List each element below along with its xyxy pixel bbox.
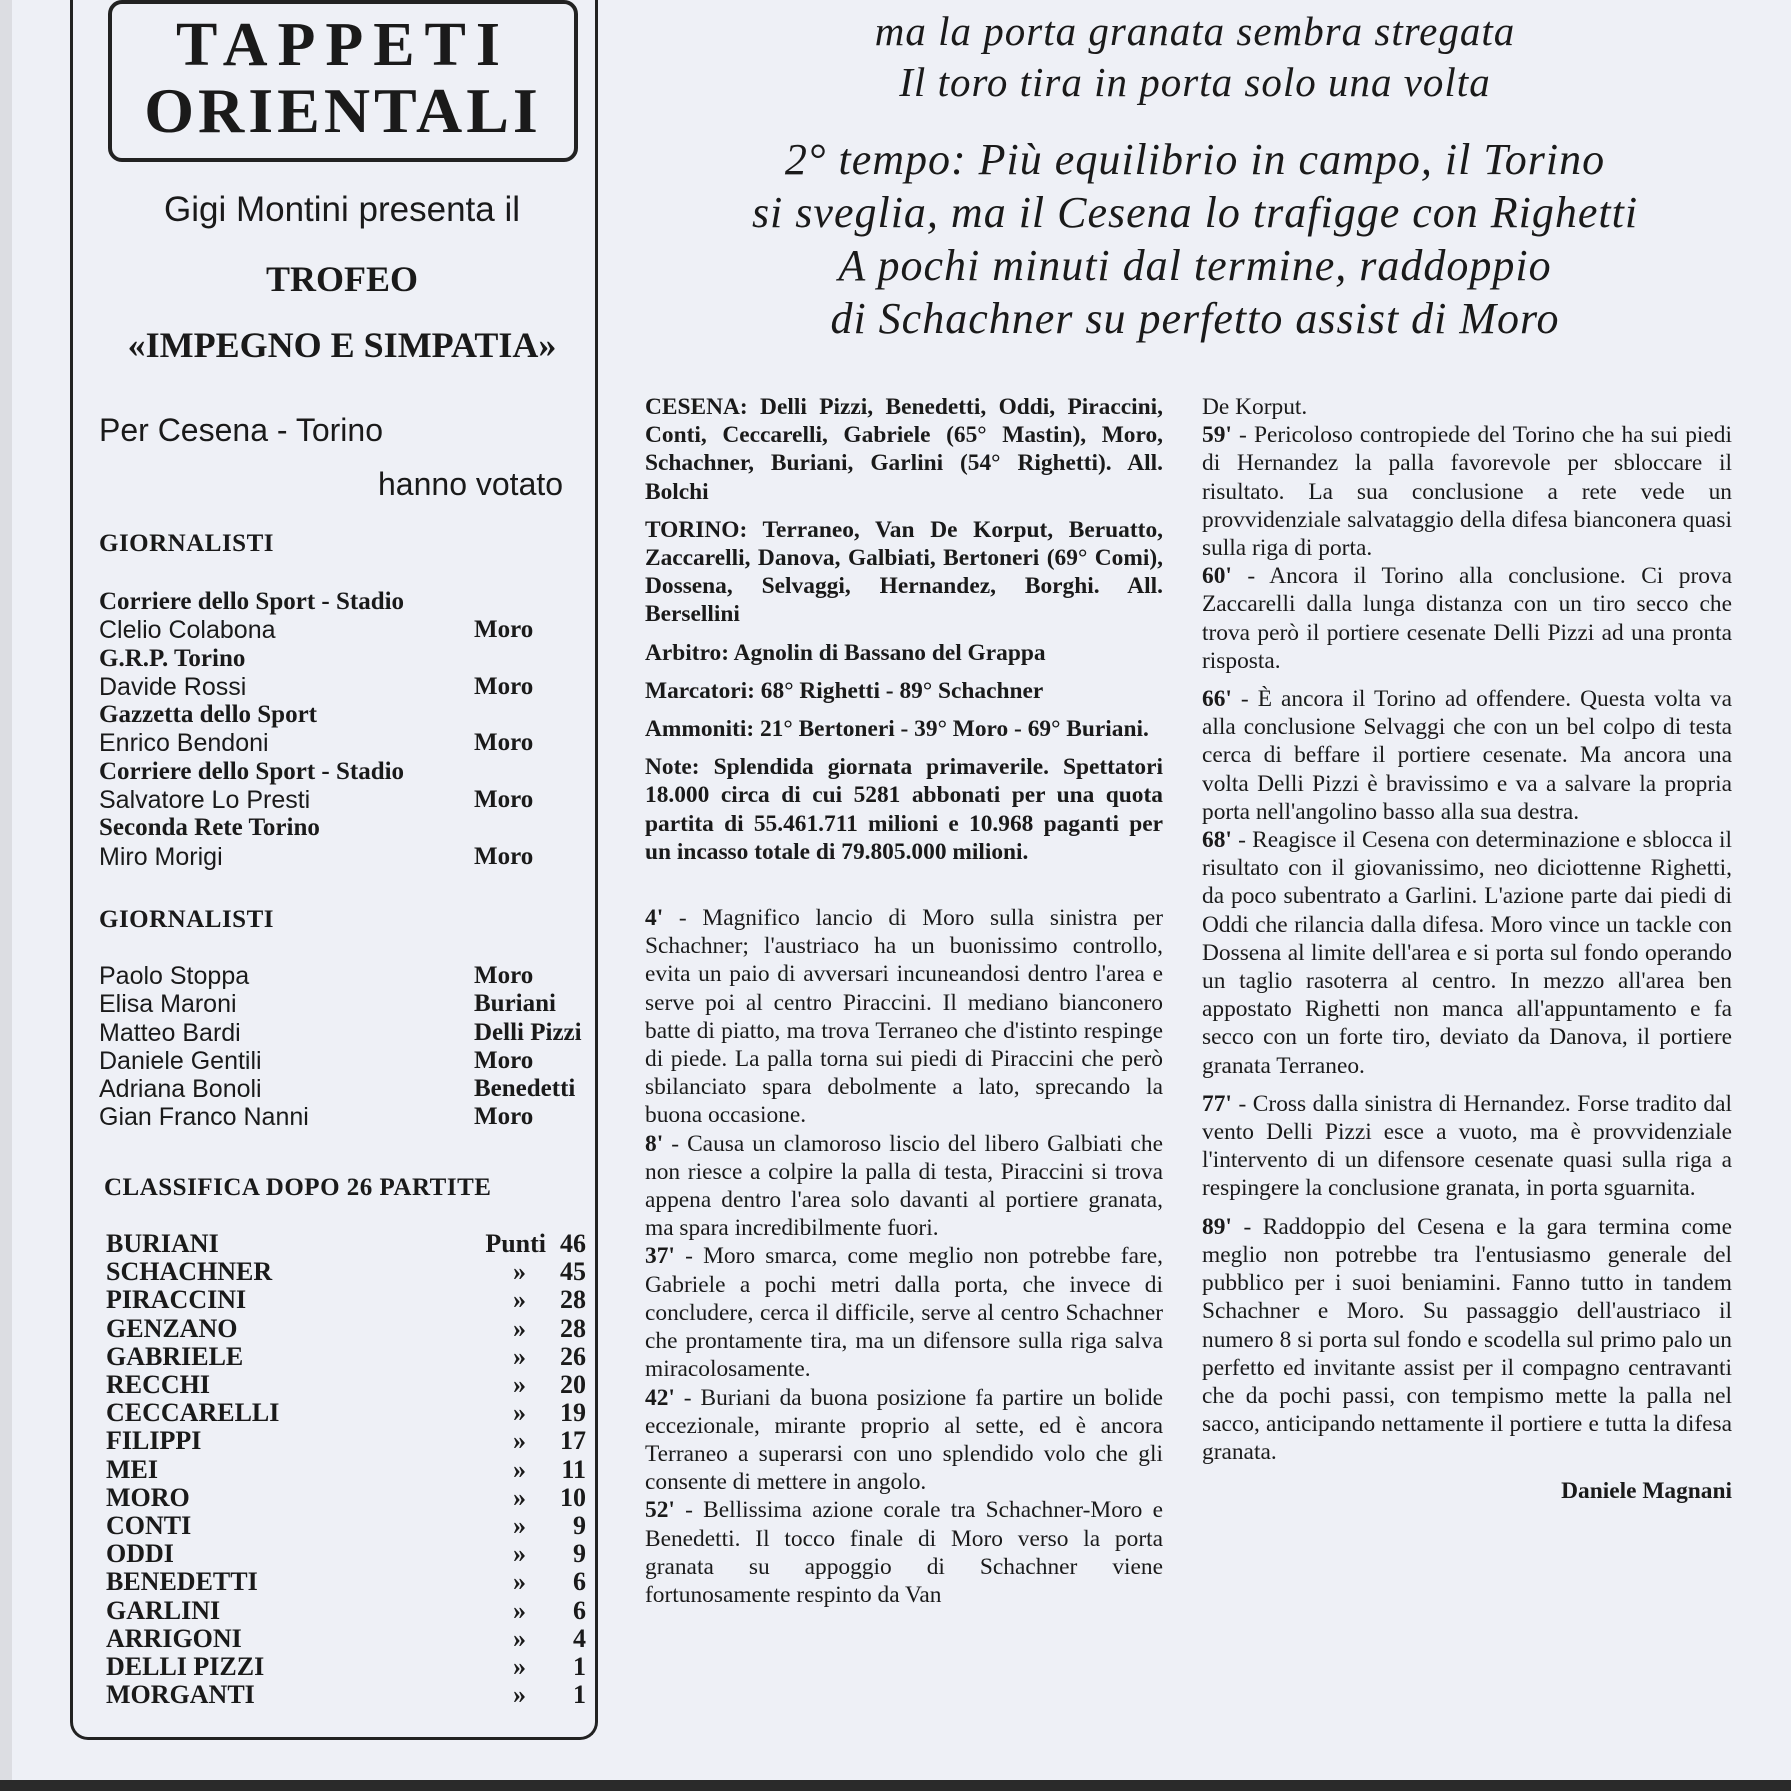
- trophy-title: TROFEO: [265, 259, 418, 299]
- event-entry: [1202, 826, 1732, 1080]
- player-name: CONTI: [106, 1511, 192, 1541]
- referee: Arbitro: Agnolin di Bassano del Grappa: [645, 639, 1046, 666]
- standings-table: [106, 1230, 586, 1709]
- vote-list-1: [99, 588, 599, 871]
- event-minute: 59': [1202, 422, 1232, 449]
- ditto-mark: »: [513, 1595, 526, 1625]
- standings-row: [106, 1343, 586, 1371]
- standings-row: [106, 1653, 586, 1681]
- vote-outlet: G.R.P. Torino: [99, 644, 246, 672]
- journalist-name: Clelio Colabona: [99, 616, 276, 645]
- ditto-mark: »: [513, 1313, 526, 1343]
- player-points: 9: [573, 1511, 586, 1541]
- player-points: 6: [573, 1567, 586, 1597]
- journalist-name: Gian Franco Nanni: [99, 1103, 309, 1132]
- vote-row: [99, 673, 599, 701]
- vote-list-2: [99, 962, 599, 1132]
- event-minute: 42': [645, 1384, 675, 1411]
- standings-row: [106, 1456, 586, 1484]
- event-entry: [645, 1242, 1163, 1383]
- player-name: GABRIELE: [106, 1341, 244, 1371]
- player-points: 46: [560, 1229, 586, 1258]
- vote-row: [99, 1019, 599, 1047]
- player-points: 11: [561, 1454, 586, 1484]
- headline-top: ma la porta granata sembra stregata Il toro tira in porta solo una volta: [874, 8, 1516, 105]
- standings-row: [106, 1540, 586, 1568]
- standings-title: CLASSIFICA DOPO 26 PARTITE: [104, 1174, 492, 1201]
- vote-row: [99, 1103, 599, 1131]
- vote-player: Moro: [474, 842, 534, 870]
- page-bottom-edge: [0, 1780, 1791, 1791]
- scorers: Marcatori: 68° Righetti - 89° Schachner: [645, 677, 1044, 704]
- match-label: Per Cesena - Torino: [99, 412, 383, 448]
- event-text: - Pericoloso contropiede del Torino che ha sui piedi di Hernandez la palla favorevole per sbloccare il risultato. La sua conclusione a rete vede un provvidenziale salvataggio della difesa bianconera quasi sulla riga di porta.: [1202, 422, 1732, 562]
- ditto-mark: »: [513, 1398, 526, 1428]
- event-entry: [645, 1130, 1163, 1243]
- event-entry: [1202, 685, 1732, 826]
- standings-row: [106, 1484, 586, 1512]
- standings-row: [106, 1597, 586, 1625]
- player-name: GARLINI: [106, 1595, 221, 1625]
- player-name: MORO: [106, 1482, 190, 1512]
- standings-row: [106, 1258, 586, 1286]
- player-points: 1: [573, 1652, 586, 1682]
- player-name: BENEDETTI: [106, 1567, 258, 1597]
- player-name: MORGANTI: [106, 1680, 255, 1710]
- article-column-middle: [645, 393, 1163, 1609]
- journalist-name: Matteo Bardi: [99, 1018, 241, 1047]
- events-list-right: [1202, 421, 1732, 1466]
- lineup-cesena: CESENA: Delli Pizzi, Benedetti, Oddi, Piraccini, Conti, Ceccarelli, Gabriele (65° Mastin), Moro, Schachner, Buriani, Garlini (54° Righetti). All. Bolchi: [645, 394, 1163, 505]
- vote-row: [99, 990, 599, 1018]
- event-entry: [1202, 562, 1732, 675]
- headline-second-half: 2° tempo: Più equilibrio in campo, il Torino si sveglia, ma il Cesena lo trafigge con Righetti A pochi minuti dal termine, raddoppio di Schachner su perfetto assist di Moro: [751, 135, 1639, 343]
- standings-row: [106, 1371, 586, 1399]
- vote-player: Buriani: [474, 990, 556, 1018]
- player-points: 28: [560, 1285, 586, 1315]
- ditto-mark: »: [513, 1285, 526, 1315]
- presenter-line: Gigi Montini presenta il: [164, 190, 520, 229]
- section-title-journalists-2: GIORNALISTI: [99, 906, 274, 933]
- player-name: BURIANI: [106, 1229, 219, 1258]
- vote-player: Moro: [474, 1103, 534, 1131]
- event-minute: 77': [1202, 1090, 1232, 1117]
- vote-player: Moro: [474, 729, 534, 757]
- player-name: ARRIGONI: [106, 1623, 242, 1653]
- event-text: - Bellissima azione corale tra Schachner-Moro e Benedetti. Il tocco finale di Moro verso la porta granata su appoggio di Schachner viene fortunosamente respinto da Van: [645, 1497, 1163, 1608]
- player-points: 45: [560, 1257, 586, 1287]
- journalist-name: Miro Morigi: [99, 842, 223, 871]
- continued-text: De Korput.: [1202, 394, 1308, 420]
- event-text: - Moro smarca, come meglio non potrebbe fare, Gabriele a pochi metri dalla porta, che invece di concludere, cerca il difficile, serve al centro Schachner che prontamente tira, ma un difensore sulla riga salva miracolosamente.: [645, 1243, 1163, 1383]
- standings-row: [106, 1427, 586, 1455]
- trophy-name: «IMPEGNO E SIMPATIA»: [127, 325, 557, 365]
- player-points: 6: [573, 1595, 586, 1625]
- player-points: 4: [573, 1623, 586, 1653]
- vote-row: [99, 786, 599, 814]
- player-name: SCHACHNER: [106, 1257, 273, 1287]
- event-minute: 68': [1202, 827, 1232, 854]
- ditto-mark: »: [513, 1623, 526, 1653]
- journalist-name: Elisa Maroni: [99, 990, 237, 1019]
- journalist-name: Davide Rossi: [99, 672, 247, 701]
- player-name: CECCARELLI: [106, 1398, 280, 1428]
- vote-row: [99, 1047, 599, 1075]
- ditto-mark: »: [513, 1257, 526, 1287]
- voted-label: hanno votato: [378, 466, 564, 502]
- player-name: ODDI: [106, 1539, 174, 1569]
- author-byline: Daniele Magnani: [1561, 1477, 1732, 1504]
- player-name: GENZANO: [106, 1313, 238, 1343]
- ditto-mark: »: [513, 1454, 526, 1484]
- event-text: - Buriani da buona posizione fa partire un bolide eccezionale, mirante proprio al sette, ed è ancora Terraneo a superarsi con uno splendido volo che gli consente di mettere in angolo.: [645, 1384, 1163, 1496]
- section-title-journalists-1: GIORNALISTI: [99, 530, 274, 557]
- vote-row: [99, 843, 599, 871]
- player-points: 20: [560, 1370, 586, 1400]
- player-points: 26: [560, 1341, 586, 1371]
- vote-outlet: Corriere dello Sport - Stadio: [99, 588, 405, 615]
- player-points: 1: [573, 1680, 586, 1710]
- vote-outlet: Seconda Rete Torino: [99, 814, 320, 842]
- vote-row: [99, 962, 599, 990]
- standings-row: [106, 1315, 586, 1343]
- lineup-torino: TORINO: Terraneo, Van De Korput, Beruatto, Zaccarelli, Danova, Galbiati, Bertoneri (69° Comi), Dossena, Selvaggi, Hernandez, Borghi. All. Bersellini: [645, 516, 1163, 628]
- ditto-mark: »: [513, 1370, 526, 1400]
- vote-player: Moro: [474, 1046, 534, 1074]
- event-entry: [1202, 1090, 1732, 1203]
- event-entry: [1202, 421, 1732, 562]
- ditto-mark: »: [513, 1511, 526, 1541]
- vote-outlet: Gazzetta dello Sport: [99, 701, 318, 729]
- player-name: FILIPPI: [106, 1426, 202, 1456]
- event-minute: 60': [1202, 563, 1232, 590]
- article-column-right: [1202, 393, 1732, 1505]
- journalist-name: Enrico Bendoni: [99, 729, 269, 758]
- player-points: 28: [560, 1313, 586, 1343]
- event-entry: [645, 1496, 1163, 1609]
- vote-player: Moro: [474, 672, 534, 700]
- player-points: 10: [560, 1482, 586, 1512]
- advertiser-logo: TAPPETI ORIENTALI: [108, 0, 578, 162]
- event-text: - Raddoppio del Cesena e la gara termina come meglio non potrebbe tra l'entusiasmo generale del pubblico per i suoi beniamini. Fanno tutto in tandem Schachner e Moro. Su passaggio dell'austriaco il numero 8 si porta sul fondo e scodella sul primo palo un perfetto ed invitante assist per il compagno centravanti che da pochi passi, con tempismo mette la palla nel sacco, anticipando nettamente il portiere e tutta la difesa granata.: [1202, 1213, 1732, 1466]
- standings-row: [106, 1625, 586, 1653]
- journalist-name: Daniele Gentili: [99, 1046, 262, 1075]
- player-points: 19: [560, 1398, 586, 1428]
- player-name: DELLI PIZZI: [106, 1652, 265, 1682]
- vote-row: [99, 1075, 599, 1103]
- ditto-mark: »: [513, 1426, 526, 1456]
- event-minute: 8': [645, 1130, 664, 1157]
- standings-row: [106, 1568, 586, 1596]
- match-notes: Note: Splendida giornata primaverile. Spettatori 18.000 circa di cui 5281 abbonati per una quota partita di 55.461.711 milioni e 10.968 paganti per un incasso totale di 79.805.000 milioni.: [645, 754, 1163, 865]
- player-points: 9: [573, 1539, 586, 1569]
- standings-row: [106, 1512, 586, 1540]
- vote-row: [99, 616, 599, 644]
- ditto-mark: »: [513, 1567, 526, 1597]
- points-unit: Punti: [485, 1229, 546, 1258]
- player-name: RECCHI: [106, 1370, 211, 1400]
- journalist-name: Adriana Bonoli: [99, 1075, 262, 1104]
- vote-player: Benedetti: [474, 1075, 576, 1103]
- bookings: Ammoniti: 21° Bertoneri - 39° Moro - 69° Buriani.: [645, 716, 1149, 743]
- event-entry: [645, 904, 1163, 1130]
- standings-row: [106, 1399, 586, 1427]
- vote-player: Moro: [474, 962, 534, 989]
- event-entry: [645, 1384, 1163, 1497]
- ditto-mark: »: [513, 1680, 526, 1710]
- standings-row: [106, 1681, 586, 1709]
- event-minute: 52': [645, 1497, 675, 1524]
- ditto-mark: »: [513, 1652, 526, 1682]
- event-minute: 37': [645, 1243, 675, 1270]
- player-name: PIRACCINI: [106, 1285, 247, 1315]
- standings-row: [106, 1286, 586, 1314]
- vote-player: Moro: [474, 616, 534, 644]
- event-text: - È ancora il Torino ad offendere. Questa volta va alla conclusione Selvaggi che con un bel colpo di testa cerca di beffare il portiere cesenate. Ma ancora una volta Delli Pizzi è bravissimo e va a salvare la propria porta nell'angolino basso alla sua destra.: [1202, 686, 1732, 825]
- event-minute: 4': [645, 905, 664, 932]
- event-text: - Causa un clamoroso liscio del libero Galbiati che non riesce a colpire la palla di testa, Piraccini si trova appena dentro l'area solo davanti al portiere granata, ma spara incredibilmente fuori.: [645, 1130, 1163, 1242]
- event-text: - Cross dalla sinistra di Hernandez. Forse tradito dal vento Delli Pizzi esce a vuoto, ma è provvidenziale l'intervento di un difensore cesenate quasi sulla riga a respingere la conclusione granata, in porta sguarnita.: [1202, 1090, 1732, 1202]
- event-minute: 89': [1202, 1213, 1232, 1240]
- event-minute: 66': [1202, 686, 1232, 713]
- event-text: - Reagisce il Cesena con determinazione e sblocca il risultato con il giovanissimo, neo diciottenne Righetti, da poco subentrato a Garlini. L'azione parte dai piedi di Oddi che rilancia dalla difesa. Moro vince un tackle con Dossena al limite dell'area e si porta sul fondo operando un taglio rasoterra al centro. In mezzo all'area ben appostato Righetti non manca all'appuntamento e fa secco con un forte tiro, deviato da Danova, il portiere granata Terraneo.: [1202, 827, 1732, 1079]
- vote-outlet: Corriere dello Sport - Stadio: [99, 757, 405, 785]
- player-points: 17: [560, 1426, 586, 1456]
- journalist-name: Paolo Stoppa: [99, 962, 250, 990]
- journalist-name: Salvatore Lo Presti: [99, 786, 311, 815]
- event-text: - Ancora il Torino alla conclusione. Ci prova Zaccarelli dalla lunga distanza con un tiro secco che trova però il portiere cesenate Delli Pizzi ad una pronta risposta.: [1202, 563, 1732, 674]
- event-text: - Magnifico lancio di Moro sulla sinistra per Schachner; l'austriaco ha un buonissimo controllo, evita un paio di avversari incuneandosi dentro l'area e serve poi al centro Piraccini. Il mediano bianconero batte di piatto, ma trova Terraneo che d'istinto respinge di piede. La palla torna sui piedi di Piraccini che però sbilanciato spara debolmente a lato, sprecando la buona occasione.: [645, 905, 1163, 1129]
- standings-row: [106, 1230, 586, 1258]
- ditto-mark: »: [513, 1539, 526, 1569]
- ditto-mark: »: [513, 1341, 526, 1371]
- vote-row: [99, 729, 599, 757]
- vote-player: Moro: [474, 786, 534, 814]
- event-entry: [1202, 1213, 1732, 1467]
- vote-player: Delli Pizzi: [474, 1018, 582, 1046]
- events-list-middle: [645, 904, 1163, 1609]
- ditto-mark: »: [513, 1482, 526, 1512]
- player-name: MEI: [106, 1454, 158, 1484]
